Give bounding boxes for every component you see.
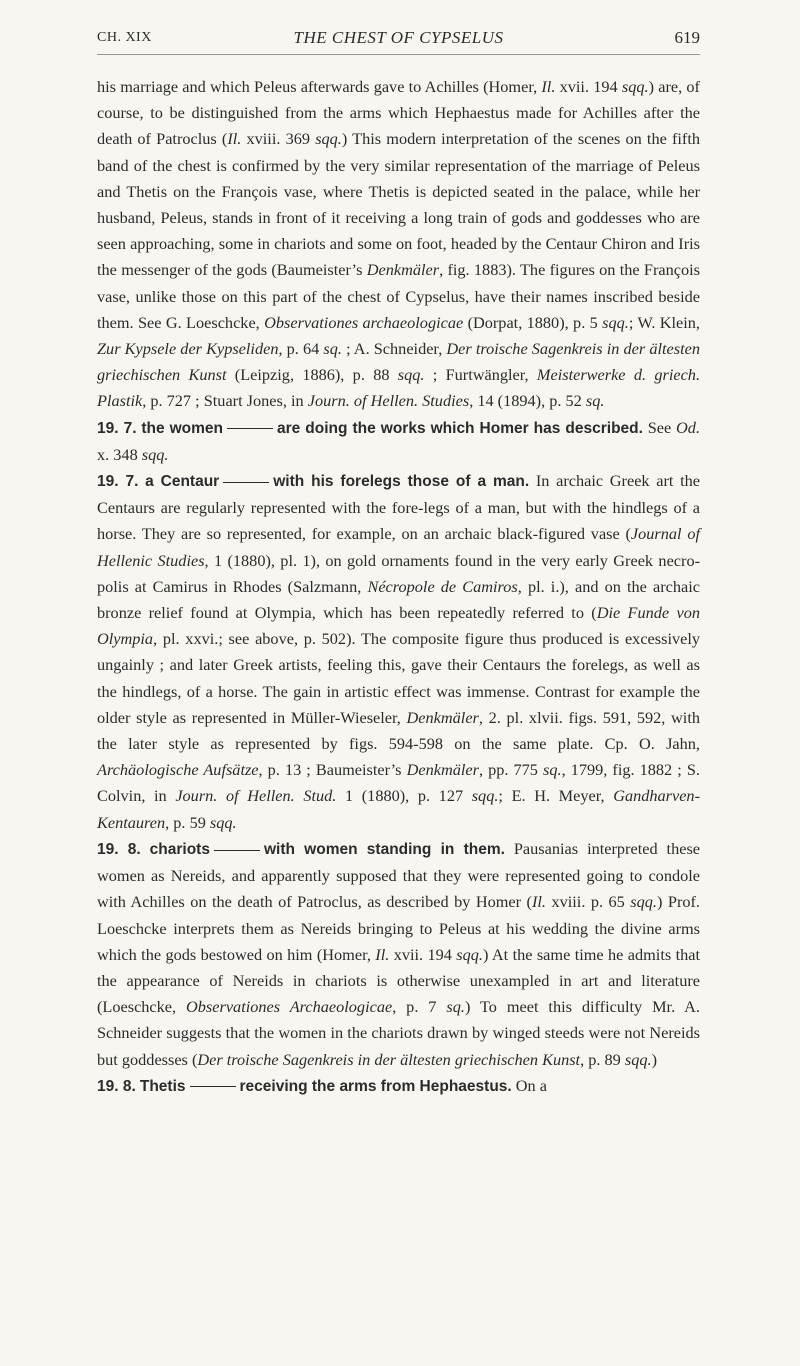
note-chariots: 19. 8. chariots with women standing in them. Pausanias interpreted these women as Nereids, and apparently supposed that they were represented going to condole with Achilles on the death of Patroclus, as described by Homer (Il. xviii. p. 65 sqq.) Prof. Loeschcke interprets them as Nereids bringing to Peleus at his wedding the divine arms which the gods bestowed on him (Homer, Il. xvii. 194 sqq.) At the same time he admits that the appearance of Nereids in chariots is otherwise unexampled in art and literature (Loeschcke, Observationes Archaeologicae, p. 7 sq.) To meet this difficulty Mr. A. Schneider suggests that the women in the chariots drawn by winged steeds were not Nereids but goddesses (Der troische Sagenkreis in der ältesten griechischen Kunst, p. 89 sqq.) xyxy=(97,838,701,1069)
note-number: 19. 8. xyxy=(97,1077,136,1095)
page-body xyxy=(97,74,700,1100)
note-number: 19. 7. xyxy=(97,419,137,437)
running-title: THE CHEST OF CYPSELUS xyxy=(293,28,504,47)
note-number: 19. 7. xyxy=(97,473,139,491)
running-header xyxy=(97,26,700,50)
paragraph-marriage: his marriage and which Peleus afterwards gave to Achilles (Homer, Il. xvii. 194 sqq.) are, of course, to be distinguished from the arms which Hephaestus made for Achilles after the death of Patroclus (Il. xviii. 369 sqq.) This modern interpretation of the scenes on the fifth band of the chest is confirmed by the very similar representation of the marriage of Peleus and Thetis on the François vase, where Thetis is depicted seated in the palace, while her husband, Peleus, stands in front of it receiving a long train of gods and goddesses who are seen approaching, some in chariots and some on foot, headed by the Centaur Chiron and Iris the messenger of the gods (Baumeister’s Denkmäler, fig. 1883). The figures on the François vase, unlike those on this part of the chest of Cypselus, have their names inscribed beside them. See G. Loeschcke, Observationes archaeologicae (Dorpat, 1880), p. 5 sqq.; W. Klein, Zur Kypsele der Kypseliden, p. 64 sq. ; A. Schneider, Der troische Sagenkreis in der ältesten griechischen Kunst (Leipzig, 1886), p. 88 sqq. ; Furtwängler, Meisterwerke d. griech. Plastik, p. 727 ; Stuart Jones, in Journ. of Hellen. Studies, 14 (1894), p. 52 sq. xyxy=(97,77,701,411)
em-dash-rule xyxy=(214,850,260,851)
chapter-label: CH. XIX xyxy=(97,30,152,45)
em-dash-rule xyxy=(223,482,269,483)
em-dash-rule xyxy=(190,1086,236,1087)
page-number: 619 xyxy=(674,28,700,47)
note-centaur: 19. 7. a Centaur with his forelegs those of a man. In archaic Greek art the Centaurs are regularly represented with the fore-legs of a man, but with the hindlegs of a horse. They are so represented, for example, on an archaic black-figured vase (Journal of Hellenic Studies, 1 (1880), pl. 1), on gold ornaments found in the very early Greek necro-polis at Camirus in Rhodes (Salzmann, Nécropole de Camiros, pl. i.), and on the archaic bronze relief found at Olympia, which has been repeatedly referred to (Die Funde von Olympia, pl. xxvi.; see above, p. 502). The composite figure thus produced is excessively ungainly ; and later Greek artists, feeling this, gave their Centaurs the forelegs, as well as the hindlegs, of a horse. The gain in artistic effect was immense. Contrast for example the older style as represented in Müller-Wieseler, Denkmäler, 2. pl. xlvii. figs. 591, 592, with the later style as represented by figs. 594-598 on the same plate. Cp. O. Jahn, Archäologische Aufsätze, p. 13 ; Baumeister’s Denkmäler, pp. 775 sq., 1799, fig. 1882 ; S. Colvin, in Journ. of Hellen. Stud. 1 (1880), p. 127 sqq.; E. H. Meyer, Gandharven-Kentauren, p. 59 sqq. xyxy=(97,471,701,832)
header-rule xyxy=(97,54,700,55)
note-thetis: 19. 8. Thetis receiving the arms from Hephaestus. On a xyxy=(97,1075,547,1095)
em-dash-rule xyxy=(227,428,273,429)
note-number: 19. 8. xyxy=(97,840,141,858)
note-women: 19. 7. the women are doing the works which Homer has described. See Od. x. 348 sqq. xyxy=(97,417,701,464)
